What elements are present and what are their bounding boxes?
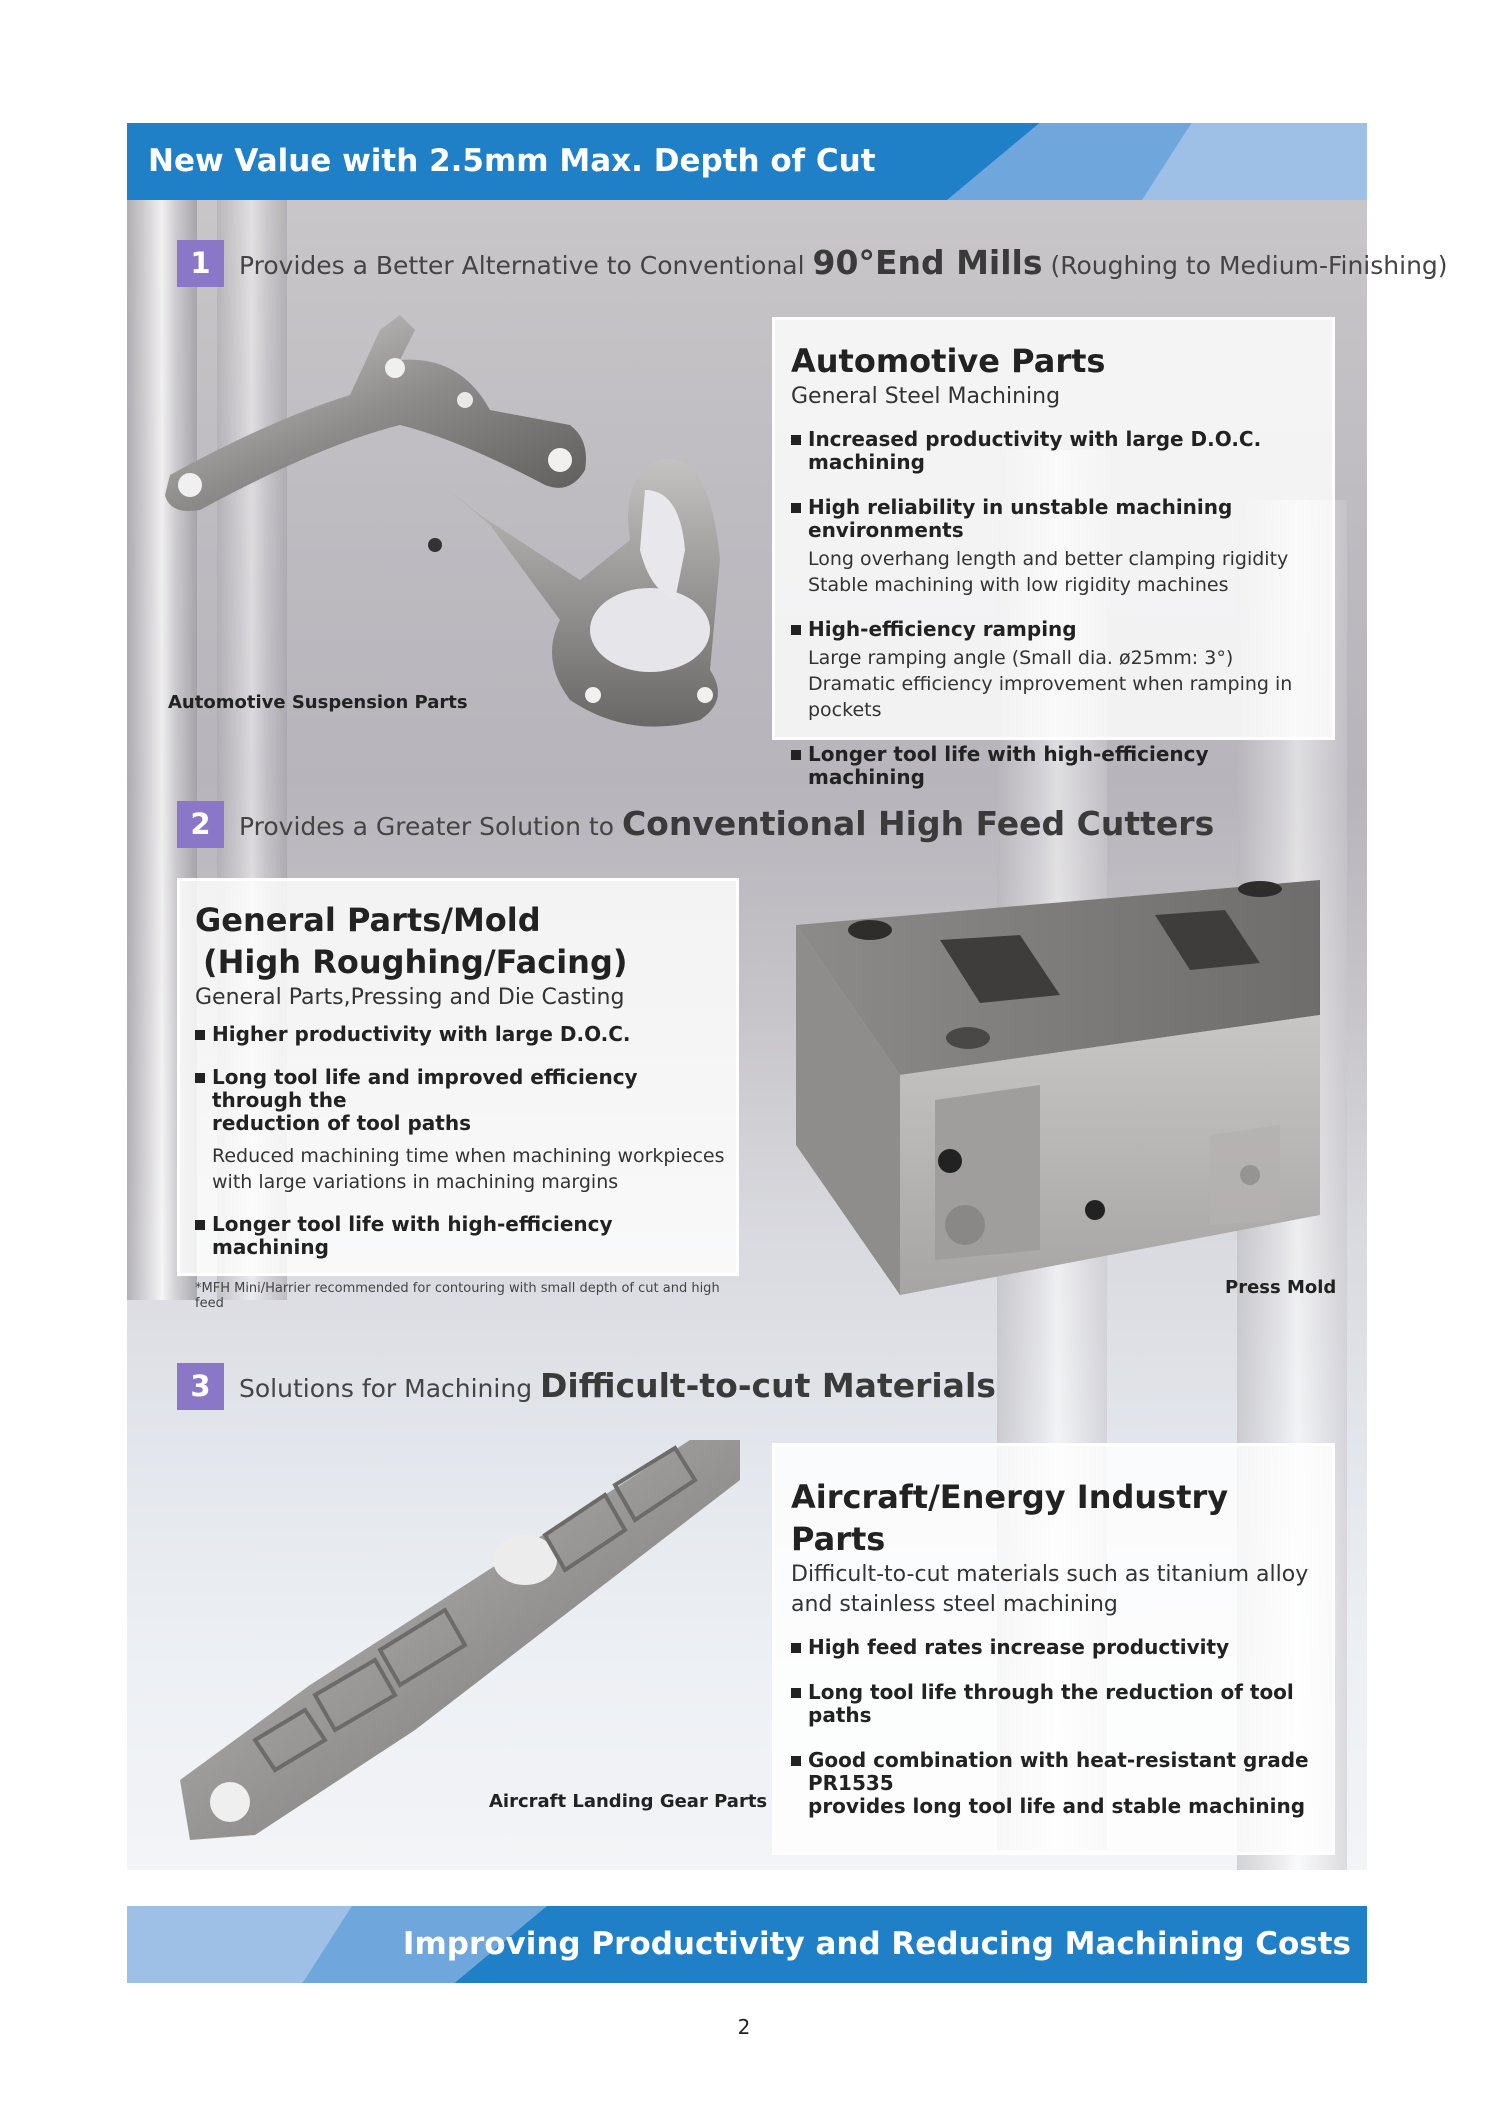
feature-detail: with large variations in machining margins bbox=[212, 1171, 619, 1193]
image-caption: Automotive Suspension Parts bbox=[168, 692, 468, 713]
feature-item-text: reduction of tool paths bbox=[212, 1111, 471, 1135]
feature-item-continued bbox=[791, 1795, 1322, 1818]
feature-item: High reliability in unstable machining environments bbox=[791, 496, 1318, 542]
feature-detail: Large ramping angle (Small dia. ø25mm: 3°) bbox=[808, 647, 1234, 669]
press-mold-image bbox=[790, 875, 1330, 1305]
section-number: 3 bbox=[177, 1363, 224, 1410]
heading-prefix: Provides a Better Alternative to Conventional bbox=[239, 251, 805, 280]
feature-item-continued bbox=[195, 1112, 726, 1135]
header-title: New Value with 2.5mm Max. Depth of Cut bbox=[148, 143, 876, 179]
feature-item: Higher productivity with large D.O.C. bbox=[195, 1023, 726, 1046]
footnote: *MFH Mini/Harrier recommended for contouring with small depth of cut and high feed bbox=[195, 1281, 720, 1311]
box-subtitle: and stainless steel machining bbox=[791, 1592, 1118, 1617]
box-subtitle: General Steel Machining bbox=[791, 384, 1061, 409]
image-caption: Aircraft Landing Gear Parts bbox=[489, 1791, 768, 1812]
box-title: General Parts/Mold bbox=[195, 901, 541, 939]
section-number: 2 bbox=[177, 801, 224, 848]
feature-detail: Dramatic efficiency improvement when ramping in pockets bbox=[808, 673, 1293, 721]
section-heading bbox=[239, 1366, 996, 1405]
footer-banner bbox=[127, 1906, 1367, 1983]
aircraft-landing-gear-image bbox=[175, 1440, 740, 1850]
section-heading bbox=[239, 804, 1214, 843]
feature-item-text: provides long tool life and stable machining bbox=[808, 1794, 1306, 1818]
heading-emphasis: Difficult-to-cut Materials bbox=[540, 1366, 996, 1405]
section-heading bbox=[239, 243, 1448, 282]
heading-suffix: (Roughing to Medium-Finishing) bbox=[1050, 251, 1448, 280]
feature-item: Good combination with heat-resistant grade PR1535 bbox=[791, 1749, 1322, 1795]
feature-detail: Reduced machining time when machining workpieces bbox=[212, 1145, 725, 1167]
heading-prefix: Provides a Greater Solution to bbox=[239, 812, 614, 841]
feature-item: High-efficiency ramping bbox=[791, 618, 1318, 641]
box-subtitle: General Parts,Pressing and Die Casting bbox=[195, 985, 625, 1010]
heading-emphasis: 90°End Mills bbox=[812, 243, 1043, 282]
feature-item: Longer tool life with high-efficiency machining bbox=[791, 743, 1318, 789]
box-title: Aircraft/Energy Industry Parts bbox=[791, 1478, 1229, 1558]
feature-item: Longer tool life with high-efficiency machining bbox=[195, 1213, 726, 1259]
box-title: Automotive Parts bbox=[791, 342, 1106, 380]
heading-prefix: Solutions for Machining bbox=[239, 1374, 533, 1403]
feature-detail: Long overhang length and better clamping rigidity bbox=[808, 548, 1289, 570]
page-number: 2 bbox=[737, 2015, 751, 2039]
heading-emphasis: Conventional High Feed Cutters bbox=[621, 804, 1215, 843]
footer-title: Improving Productivity and Reducing Machining Costs bbox=[402, 1926, 1351, 1962]
feature-item: High feed rates increase productivity bbox=[791, 1636, 1322, 1659]
box-subtitle: Difficult-to-cut materials such as titanium alloy bbox=[791, 1562, 1309, 1587]
automotive-suspension-image bbox=[160, 300, 740, 750]
box-title: (High Roughing/Facing) bbox=[203, 943, 628, 981]
image-caption: Press Mold bbox=[1225, 1277, 1337, 1298]
section-number: 1 bbox=[177, 240, 224, 287]
automotive-parts-box bbox=[772, 317, 1335, 789]
feature-item: Long tool life and improved efficiency through the bbox=[195, 1066, 726, 1112]
feature-item: Increased productivity with large D.O.C. machining bbox=[791, 428, 1318, 474]
general-parts-box bbox=[177, 878, 739, 1311]
header-banner bbox=[127, 123, 1367, 200]
feature-item: Long tool life through the reduction of tool paths bbox=[791, 1681, 1322, 1727]
aircraft-parts-box bbox=[772, 1443, 1335, 1855]
feature-detail: Stable machining with low rigidity machines bbox=[808, 574, 1229, 596]
